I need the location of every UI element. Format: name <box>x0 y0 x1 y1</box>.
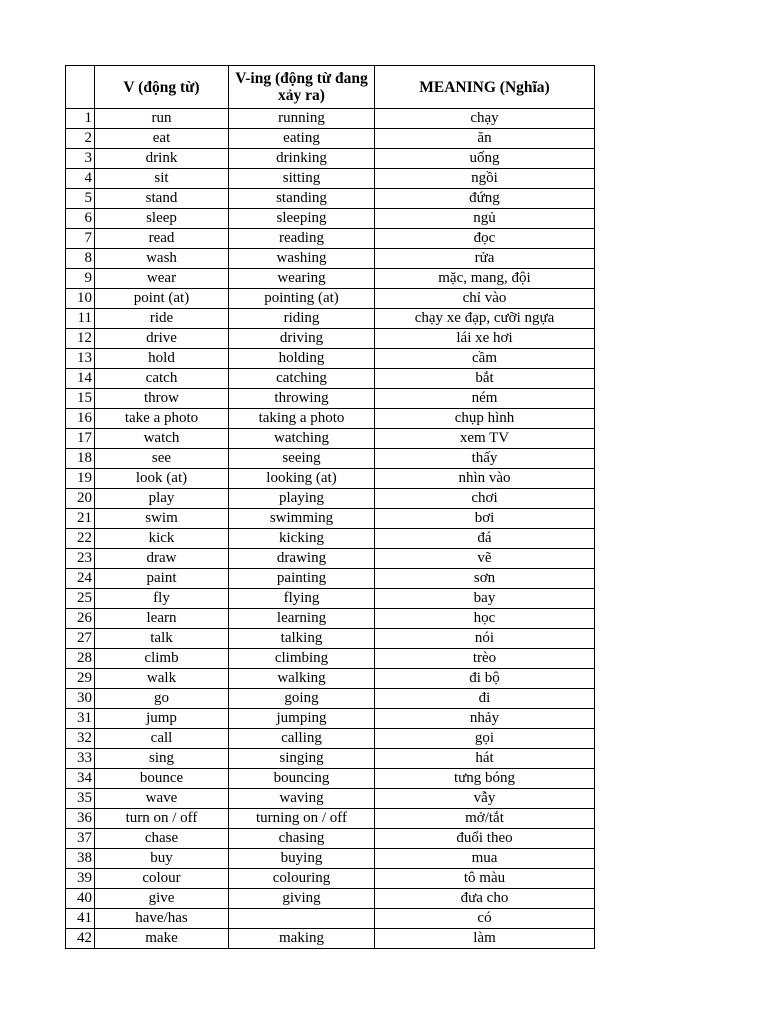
ving-cell: jumping <box>229 709 375 729</box>
meaning-cell: bay <box>375 589 595 609</box>
row-number: 23 <box>66 549 95 569</box>
table-row <box>66 609 595 629</box>
verb-cell: learn <box>95 609 229 629</box>
meaning-cell: vẽ <box>375 549 595 569</box>
table-row <box>66 109 595 129</box>
ving-cell: wearing <box>229 269 375 289</box>
meaning-cell: trèo <box>375 649 595 669</box>
ving-cell: taking a photo <box>229 409 375 429</box>
verb-cell: play <box>95 489 229 509</box>
table-row <box>66 389 595 409</box>
table-row <box>66 569 595 589</box>
verb-cell: make <box>95 929 229 949</box>
ving-cell: giving <box>229 889 375 909</box>
verb-cell: turn on / off <box>95 809 229 829</box>
ving-cell: bouncing <box>229 769 375 789</box>
meaning-cell: đuổi theo <box>375 829 595 849</box>
table-row <box>66 329 595 349</box>
ving-cell: drawing <box>229 549 375 569</box>
table-row <box>66 349 595 369</box>
meaning-cell: sơn <box>375 569 595 589</box>
row-number: 6 <box>66 209 95 229</box>
ving-cell: buying <box>229 849 375 869</box>
table-row <box>66 469 595 489</box>
table-row <box>66 209 595 229</box>
meaning-cell: hát <box>375 749 595 769</box>
verb-cell: go <box>95 689 229 709</box>
verb-cell: sing <box>95 749 229 769</box>
table-row <box>66 129 595 149</box>
meaning-cell: nói <box>375 629 595 649</box>
table-header <box>66 66 595 109</box>
meaning-cell: bắt <box>375 369 595 389</box>
table-row <box>66 729 595 749</box>
verb-cell: drive <box>95 329 229 349</box>
table-row <box>66 849 595 869</box>
table-row <box>66 669 595 689</box>
verb-cell: walk <box>95 669 229 689</box>
table-row <box>66 429 595 449</box>
meaning-cell: đi <box>375 689 595 709</box>
row-number: 41 <box>66 909 95 929</box>
row-number: 21 <box>66 509 95 529</box>
verb-cell: look (at) <box>95 469 229 489</box>
ving-cell: chasing <box>229 829 375 849</box>
verb-cell: bounce <box>95 769 229 789</box>
row-number: 30 <box>66 689 95 709</box>
verb-cell: hold <box>95 349 229 369</box>
table-row <box>66 629 595 649</box>
table-row <box>66 589 595 609</box>
meaning-cell: ngủ <box>375 209 595 229</box>
ving-cell: making <box>229 929 375 949</box>
table-row <box>66 929 595 949</box>
row-number: 26 <box>66 609 95 629</box>
row-number: 4 <box>66 169 95 189</box>
ving-cell: running <box>229 109 375 129</box>
ving-cell: standing <box>229 189 375 209</box>
row-number: 27 <box>66 629 95 649</box>
verb-cell: take a photo <box>95 409 229 429</box>
verb-cell: wave <box>95 789 229 809</box>
meaning-cell: thấy <box>375 449 595 469</box>
row-number: 35 <box>66 789 95 809</box>
ving-cell: reading <box>229 229 375 249</box>
verb-cell: catch <box>95 369 229 389</box>
table-row <box>66 189 595 209</box>
ving-cell: playing <box>229 489 375 509</box>
verb-cell: chase <box>95 829 229 849</box>
row-number: 32 <box>66 729 95 749</box>
row-number: 17 <box>66 429 95 449</box>
verb-cell: wash <box>95 249 229 269</box>
row-number: 11 <box>66 309 95 329</box>
ving-cell: throwing <box>229 389 375 409</box>
verb-cell: colour <box>95 869 229 889</box>
meaning-cell: cầm <box>375 349 595 369</box>
ving-cell: looking (at) <box>229 469 375 489</box>
row-number: 42 <box>66 929 95 949</box>
ving-cell: calling <box>229 729 375 749</box>
ving-cell: swimming <box>229 509 375 529</box>
row-number: 10 <box>66 289 95 309</box>
meaning-cell: xem TV <box>375 429 595 449</box>
vocabulary-sheet <box>65 65 594 949</box>
table-row <box>66 509 595 529</box>
verb-cell: see <box>95 449 229 469</box>
meaning-cell: rửa <box>375 249 595 269</box>
ving-cell: holding <box>229 349 375 369</box>
meaning-cell: chạy <box>375 109 595 129</box>
ving-cell: singing <box>229 749 375 769</box>
table-row <box>66 649 595 669</box>
meaning-cell: mua <box>375 849 595 869</box>
table-row <box>66 309 595 329</box>
table-row <box>66 889 595 909</box>
table-row <box>66 489 595 509</box>
verb-cell: run <box>95 109 229 129</box>
table-row <box>66 909 595 929</box>
row-number: 2 <box>66 129 95 149</box>
verb-cell: give <box>95 889 229 909</box>
ving-cell: kicking <box>229 529 375 549</box>
row-number: 34 <box>66 769 95 789</box>
row-number: 3 <box>66 149 95 169</box>
meaning-cell: mặc, mang, đội <box>375 269 595 289</box>
row-number: 8 <box>66 249 95 269</box>
verb-cell: eat <box>95 129 229 149</box>
row-number: 24 <box>66 569 95 589</box>
table-row <box>66 369 595 389</box>
row-number: 9 <box>66 269 95 289</box>
meaning-cell: học <box>375 609 595 629</box>
verb-cell: fly <box>95 589 229 609</box>
ving-cell: turning on / off <box>229 809 375 829</box>
header-ving: V-ing (động từ đang xảy ra) <box>229 66 375 109</box>
verb-cell: watch <box>95 429 229 449</box>
meaning-cell: làm <box>375 929 595 949</box>
ving-cell: sitting <box>229 169 375 189</box>
row-number: 20 <box>66 489 95 509</box>
table-row <box>66 269 595 289</box>
ving-cell: climbing <box>229 649 375 669</box>
ving-cell: flying <box>229 589 375 609</box>
verb-cell: wear <box>95 269 229 289</box>
meaning-cell: nhìn vào <box>375 469 595 489</box>
table-row <box>66 289 595 309</box>
row-number: 15 <box>66 389 95 409</box>
ving-cell: sleeping <box>229 209 375 229</box>
row-number: 36 <box>66 809 95 829</box>
verb-cell: drink <box>95 149 229 169</box>
verb-cell: throw <box>95 389 229 409</box>
meaning-cell: chơi <box>375 489 595 509</box>
row-number: 13 <box>66 349 95 369</box>
row-number: 12 <box>66 329 95 349</box>
ving-cell: waving <box>229 789 375 809</box>
row-number: 18 <box>66 449 95 469</box>
meaning-cell: đứng <box>375 189 595 209</box>
meaning-cell: vẫy <box>375 789 595 809</box>
table-row <box>66 769 595 789</box>
meaning-cell: đá <box>375 529 595 549</box>
table-row <box>66 529 595 549</box>
verb-cell: ride <box>95 309 229 329</box>
verb-cell: paint <box>95 569 229 589</box>
verb-cell: kick <box>95 529 229 549</box>
row-number: 25 <box>66 589 95 609</box>
table-row <box>66 789 595 809</box>
ving-cell: talking <box>229 629 375 649</box>
ving-cell: drinking <box>229 149 375 169</box>
ving-cell: eating <box>229 129 375 149</box>
verb-cell: read <box>95 229 229 249</box>
ving-cell: painting <box>229 569 375 589</box>
verb-cell: swim <box>95 509 229 529</box>
meaning-cell: có <box>375 909 595 929</box>
row-number: 31 <box>66 709 95 729</box>
meaning-cell: đọc <box>375 229 595 249</box>
row-number: 28 <box>66 649 95 669</box>
meaning-cell: mở/tắt <box>375 809 595 829</box>
meaning-cell: lái xe hơi <box>375 329 595 349</box>
meaning-cell: chạy xe đạp, cưỡi ngựa <box>375 309 595 329</box>
ving-cell: washing <box>229 249 375 269</box>
meaning-cell: đưa cho <box>375 889 595 909</box>
ving-cell: colouring <box>229 869 375 889</box>
ving-cell: going <box>229 689 375 709</box>
verb-cell: climb <box>95 649 229 669</box>
row-number: 16 <box>66 409 95 429</box>
meaning-cell: ăn <box>375 129 595 149</box>
verb-cell: draw <box>95 549 229 569</box>
table-row <box>66 749 595 769</box>
header-row <box>66 66 595 109</box>
row-number: 39 <box>66 869 95 889</box>
meaning-cell: tô màu <box>375 869 595 889</box>
ving-cell <box>229 909 375 929</box>
table-row <box>66 869 595 889</box>
verb-cell: call <box>95 729 229 749</box>
row-number: 5 <box>66 189 95 209</box>
ving-cell: pointing (at) <box>229 289 375 309</box>
header-meaning: MEANING (Nghĩa) <box>375 66 595 109</box>
ving-cell: catching <box>229 369 375 389</box>
table-row <box>66 549 595 569</box>
verb-cell: sit <box>95 169 229 189</box>
table-row <box>66 689 595 709</box>
table-row <box>66 169 595 189</box>
meaning-cell: uống <box>375 149 595 169</box>
meaning-cell: đi bộ <box>375 669 595 689</box>
meaning-cell: gọi <box>375 729 595 749</box>
row-number: 1 <box>66 109 95 129</box>
ving-cell: learning <box>229 609 375 629</box>
verb-cell: buy <box>95 849 229 869</box>
table-row <box>66 809 595 829</box>
meaning-cell: chụp hình <box>375 409 595 429</box>
ving-cell: watching <box>229 429 375 449</box>
ving-cell: driving <box>229 329 375 349</box>
verb-cell: talk <box>95 629 229 649</box>
header-number <box>66 66 95 109</box>
row-number: 29 <box>66 669 95 689</box>
ving-cell: seeing <box>229 449 375 469</box>
meaning-cell: ném <box>375 389 595 409</box>
table-row <box>66 829 595 849</box>
row-number: 19 <box>66 469 95 489</box>
row-number: 7 <box>66 229 95 249</box>
table-row <box>66 249 595 269</box>
header-verb: V (động từ) <box>95 66 229 109</box>
verb-cell: sleep <box>95 209 229 229</box>
table-row <box>66 449 595 469</box>
verb-cell: have/has <box>95 909 229 929</box>
ving-cell: walking <box>229 669 375 689</box>
meaning-cell: tưng bóng <box>375 769 595 789</box>
verb-table <box>65 65 595 949</box>
row-number: 38 <box>66 849 95 869</box>
verb-cell: stand <box>95 189 229 209</box>
row-number: 14 <box>66 369 95 389</box>
table-row <box>66 229 595 249</box>
ving-cell: riding <box>229 309 375 329</box>
row-number: 22 <box>66 529 95 549</box>
table-body <box>66 109 595 949</box>
meaning-cell: nhảy <box>375 709 595 729</box>
meaning-cell: bơi <box>375 509 595 529</box>
meaning-cell: chỉ vào <box>375 289 595 309</box>
row-number: 33 <box>66 749 95 769</box>
meaning-cell: ngồi <box>375 169 595 189</box>
verb-cell: point (at) <box>95 289 229 309</box>
table-row <box>66 409 595 429</box>
table-row <box>66 149 595 169</box>
row-number: 40 <box>66 889 95 909</box>
row-number: 37 <box>66 829 95 849</box>
table-row <box>66 709 595 729</box>
verb-cell: jump <box>95 709 229 729</box>
